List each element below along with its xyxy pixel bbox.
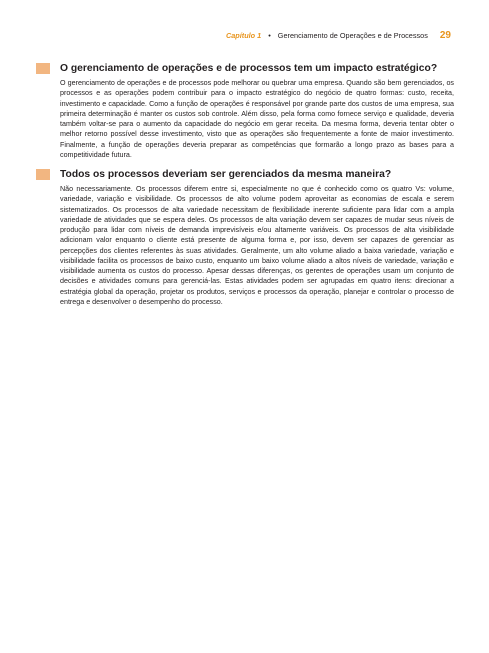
page-content — [36, 63, 454, 316]
section-heading-text: Todos os processos deveriam ser gerenciados da mesma maneira? — [60, 169, 392, 180]
chapter-label: Capítulo 1 — [225, 31, 262, 40]
header-separator: • — [268, 31, 271, 40]
section-body: Não necessariamente. Os processos diferem entre si, especialmente no que é conhecido como os quatro Vs: volume, variedade, variação e visibilidade. Os processos de alto volume podem aproveitar as economias de escala e serem sistematizados. Os processos de alta variedade necessitam de flexibilidade inerente suficiente para lidar com a ampla variedade de atividades que se espera deles. Os processos de alta variação devem ser capazes de mudar seus níveis de produção para lidar com níveis de demanda imprevisíveis e/ou altamente variáveis. Os processos de alta visibilidade adicionam valor enquanto o cliente está presente de alguma forma e, por isso, devem ser capazes de gerenciar as percepções dos clientes referentes às suas atividades. Geralmente, um alto volume aliado a baixa variedade, variação e visibilidade facilita os processos de baixo custo, enquanto um baixo volume aliado a altos níveis de variedade, variação e visibilidade aumenta os custos do processo. Apesar dessas diferenças, os gerentes de operações usam um conjunto de decisões e atividades comuns para gerenciá-las. Estas atividades podem ser agrupadas em quatro itens: direcionar a estratégia global da operação, projetar os produtos, serviços e processos da operação, planejar e controlar o processo de entrega e desenvolver o desempenho do processo. — [60, 185, 454, 306]
section-heading — [36, 63, 454, 75]
section-heading-text: O gerenciamento de operações e de processos tem um impacto estratégico? — [60, 63, 438, 74]
section-process-management — [36, 169, 454, 307]
heading-marker-icon — [36, 63, 50, 74]
running-header — [226, 30, 451, 41]
section-strategic-impact — [36, 63, 454, 160]
section-heading — [36, 169, 454, 181]
page-number: 29 — [439, 30, 451, 41]
heading-marker-icon — [36, 169, 50, 180]
section-body: O gerenciamento de operações e de processos pode melhorar ou quebrar uma empresa. Quando são bem gerenciados, os processos e as operações podem contribuir para o impacto estratégico do negócio de quatro formas: custo, receita, investimento e capacidade. Como a função de operações é responsável por grande parte dos custos de uma empresa, sua primeira determinação é manter os custos sob controle. Além disso, pela forma como fornece serviço e qualidade, deveria também voltar-se para o aumento da capacidade do negócio em gerar receita. Da mesma forma, deveria tentar obter o melhor retorno possível desse investimento, visto que as operações são frequentemente a fonte de maior investimento. Finalmente, a função de operações deveria preparar as competências que formarão a longo prazo as bases para a competitividade futura. — [60, 79, 454, 159]
chapter-title: Gerenciamento de Operações e de Processos — [277, 31, 428, 40]
